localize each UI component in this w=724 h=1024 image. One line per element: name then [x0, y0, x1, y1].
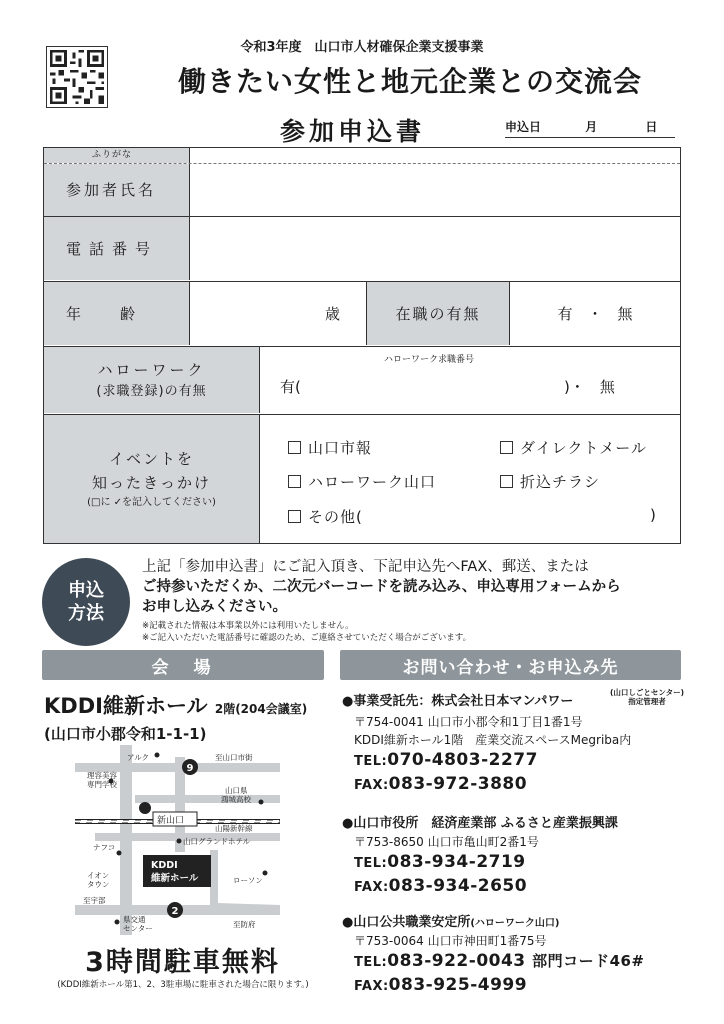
venue-floor: 2階(204会議室) [214, 702, 308, 716]
method-text-3: お申し込みください。 [142, 599, 287, 615]
checkbox-icon [288, 441, 301, 454]
employed-label: 在職の有無 [366, 282, 510, 345]
hellowork-number-label: ハローワーク求職番号 [384, 355, 475, 365]
hellowork-label-line1: ハローワーク [97, 360, 206, 379]
contact-2-address: 〒753-8650 山口市亀山町2番1号 [354, 835, 539, 849]
contact-1-head-text: ●事業受託先：株式会社日本マンパワー [342, 694, 574, 709]
option-label: ハローワーク山口 [308, 473, 437, 491]
checkbox-icon [288, 475, 301, 488]
contact-2-tel[interactable] [354, 851, 712, 875]
tel-number: 083-922-0043 [387, 951, 526, 971]
event-label-line3: (□に ✓を記入してください) [87, 497, 216, 508]
name-input[interactable] [190, 164, 680, 216]
hellowork-row [44, 346, 680, 414]
fax-number: 083-925-4999 [388, 975, 528, 995]
form-title: 参加申込書 [280, 117, 426, 146]
age-row [44, 281, 680, 346]
tel-prefix: TEL: [354, 955, 388, 970]
phone-input[interactable] [190, 217, 680, 280]
checkbox-icon [500, 475, 513, 488]
option-city-report[interactable] [288, 437, 372, 458]
map-label-center-2: センター [123, 924, 153, 933]
age-input[interactable] [190, 282, 360, 345]
map-label-shinkansen: 山陽新幹線 [215, 824, 253, 833]
method-text-1: 上記「参加申込書」にご記入頂き、下記申込先へFAX、郵送、または [142, 559, 589, 575]
employed-options[interactable]: 有 ・ 無 [557, 305, 633, 323]
venue-address: (山口市小郡令和1-1-1) [44, 725, 207, 743]
contact-3-head-text: ●山口公共職業安定所 [342, 915, 471, 930]
contact-3-tel[interactable] [354, 950, 712, 974]
map-label-to-hofu: 至防府 [233, 920, 256, 929]
contact-manpower [342, 690, 712, 797]
hellowork-no[interactable]: )・ 無 [564, 377, 615, 396]
contact-3-head-note: (ハローワーク山口) [470, 918, 560, 929]
option-other[interactable] [288, 506, 363, 527]
map-label-lawson: ローソン [233, 876, 263, 885]
option-label: その他( [308, 508, 363, 526]
option-hellowork[interactable] [288, 471, 436, 492]
name-label: 参加者氏名 [44, 164, 190, 216]
route-9-label: 9 [186, 763, 194, 774]
age-label: 年 齢 [44, 282, 190, 345]
fax-prefix: FAX: [354, 778, 389, 793]
qr-code[interactable] [46, 46, 108, 108]
route-2-label: 2 [171, 906, 179, 917]
hellowork-label-line2: (求職登録)の有無 [96, 383, 207, 399]
contact-3-head [342, 911, 712, 930]
map-label-station: 新山口 [157, 816, 185, 826]
venue-band: 会 場 [42, 650, 324, 680]
map-label-aeon-2: タウン [87, 880, 110, 889]
contact-band: お問い合わせ・お申込み先 [340, 650, 681, 680]
dept-code: 部門コード46# [532, 952, 645, 970]
phone-label: 電話番号 [44, 217, 190, 280]
map-label-school-2: 専門学校 [87, 780, 117, 789]
tel-prefix: TEL: [354, 856, 388, 871]
method-badge [42, 558, 130, 646]
furigana-label: ふりがな [44, 148, 190, 163]
event-label-line1: イベントを [108, 450, 194, 468]
tel-number: 070-4803-2277 [387, 750, 538, 770]
fax-number: 083-972-3880 [388, 774, 528, 794]
method-label-1: 申込 [68, 579, 104, 601]
month-label: 月 [585, 120, 598, 134]
venue-map[interactable] [75, 745, 280, 935]
method-note-1: ※記載された情報は本事業以外には利用いたしません。 [142, 621, 354, 631]
hellowork-yes[interactable]: 有( [280, 377, 301, 396]
age-unit: 歳 [324, 305, 340, 323]
option-label: 山口市報 [308, 439, 373, 457]
parking-note: (KDDI維新ホール第1、2、3駐車場に駐車された場合に限ります。) [57, 980, 309, 990]
contact-2-head: ●山口市役所 経済産業部 ふるさと産業振興課 [342, 816, 618, 831]
map-label-hall-1: KDDI [151, 860, 178, 871]
map-label-hotel: 山口グランドホテル [183, 837, 251, 846]
fax-number: 083-934-2650 [388, 876, 528, 896]
contact-city-office [342, 812, 712, 899]
map-label-to-yamaguchi: 至山口市街 [215, 753, 253, 762]
map-label-hall-2: 維新ホール [151, 873, 199, 884]
checkbox-icon [288, 510, 301, 523]
venue-title: KDDI維新ホール [44, 694, 208, 718]
event-label [44, 415, 260, 543]
method-text-2: ご持参いただくか、二次元バーコードを読み込み、申込専用フォームから [142, 579, 621, 595]
contact-1-tel[interactable] [354, 749, 712, 773]
name-row [44, 164, 680, 216]
map-label-to-ube: 至宇部 [83, 896, 106, 905]
fax-prefix: FAX: [354, 979, 389, 994]
event-row [44, 414, 680, 545]
tel-prefix: TEL: [354, 754, 388, 769]
option-direct-mail[interactable] [500, 437, 647, 458]
contact-1-note-2: 指定管理者 [628, 697, 666, 706]
map-label-pref-2: 鴻城高校 [221, 795, 251, 804]
method-notes [142, 620, 712, 644]
method-label-2: 方法 [68, 603, 104, 624]
tel-number: 083-934-2719 [387, 852, 526, 872]
contact-1-address-2: KDDI維新ホール1階 産業交流スペースMegriba内 [354, 733, 632, 747]
contact-1-head [342, 690, 712, 709]
contact-1-address: 〒754-0041 山口市小郡令和1丁目1番1号 [354, 715, 583, 729]
application-form [43, 147, 681, 544]
event-label-line2: 知ったきっかけ [91, 474, 211, 492]
map-label-nafco: ナフコ [93, 843, 116, 852]
day-label: 日 [645, 120, 658, 134]
contact-3-fax[interactable] [354, 974, 712, 998]
option-label: 折込チラシ [520, 473, 601, 491]
application-date[interactable] [505, 118, 675, 138]
venue-name [44, 690, 307, 720]
map-label-school-1: 理容美容 [87, 771, 117, 780]
phone-row [44, 216, 680, 281]
furigana-row [44, 148, 680, 164]
map-label-alc: アルク [127, 753, 150, 762]
date-label: 申込日 [505, 120, 542, 134]
contact-1-head-note [610, 688, 684, 706]
method-note-2: ※ご記入いただいた電話番号に確認のため、ご連絡させていただく場合がございます。 [142, 633, 472, 643]
furigana-input[interactable] [190, 148, 680, 163]
contact-3-address: 〒753-0064 山口市神田町1番75号 [354, 934, 547, 948]
map-label-center-1: 県交通 [123, 915, 146, 924]
option-flyer[interactable] [500, 471, 600, 492]
event-title: 働きたい女性と地元企業との交流会 [177, 65, 642, 98]
checkbox-icon [500, 441, 513, 454]
contact-1-fax[interactable] [354, 773, 712, 797]
option-label: ダイレクトメール [520, 439, 647, 457]
method-instructions [142, 557, 702, 617]
contact-hellowork [342, 911, 712, 998]
map-label-pref-1: 山口県 [225, 786, 248, 795]
event-subtitle: 令和3年度 山口市人材確保企業支援事業 [240, 40, 484, 55]
contact-1-note-1: (山口しごとセンター) [610, 688, 685, 697]
fax-prefix: FAX: [354, 880, 389, 895]
parking-banner: 3時間駐車無料 [85, 947, 280, 978]
map-label-aeon-1: イオン [87, 871, 110, 880]
option-other-close: ) [650, 506, 657, 524]
hellowork-label [44, 347, 260, 413]
contact-2-fax[interactable] [354, 875, 712, 899]
